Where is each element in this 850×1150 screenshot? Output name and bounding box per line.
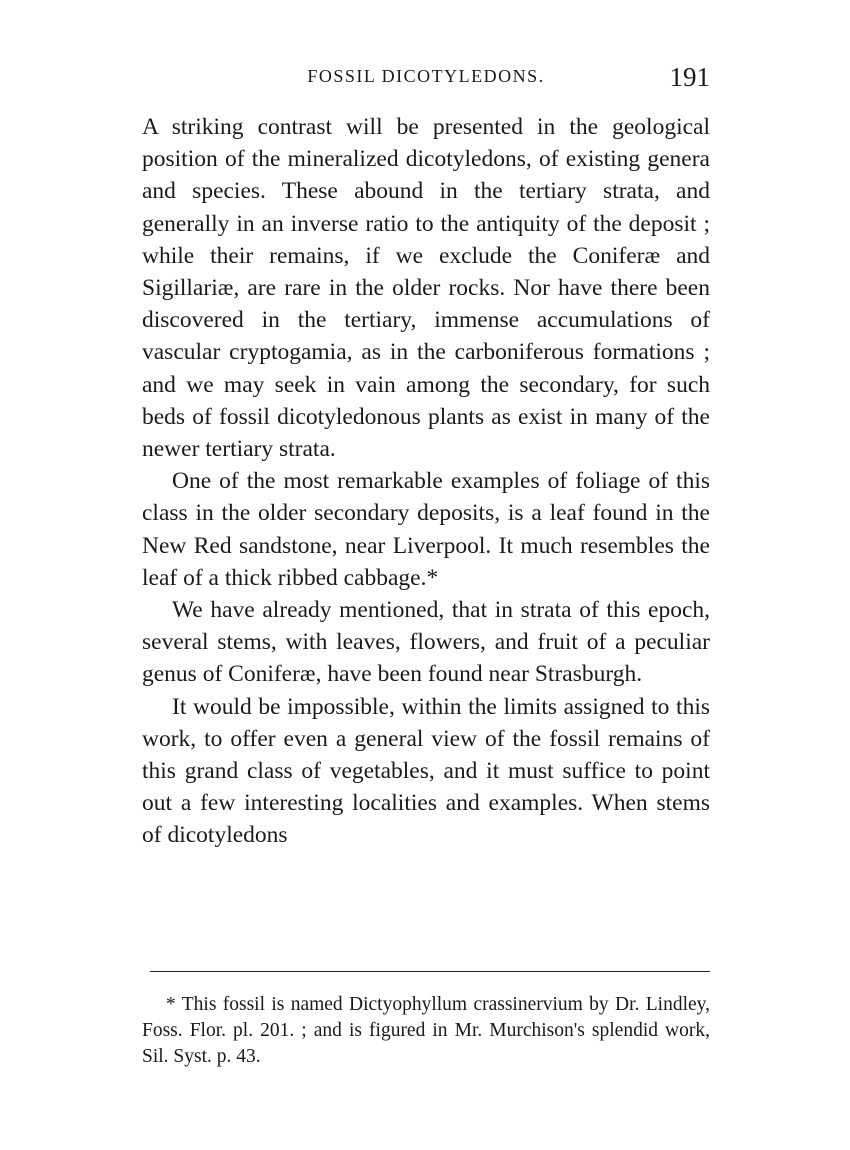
paragraph-4: It would be impossible, within the limits assigned to this work, to offer even a general view of the fossil remains of this grand class of vegetables, and it must suffice to point out a few interesting localities and examples. When stems of dicotyledons [142, 693, 710, 849]
body-text [142, 111, 710, 852]
paragraph-1: A striking contrast will be presented in the geological position of the mineralized dicotyledons, of existing genera and species. These abound in the tertiary strata, and generally in an inverse ratio to the antiquity of the deposit ; while their remains, if we exclude the Coniferæ and Sigillariæ, are rare in the older rocks. Nor have there been discovered in the tertiary, immense accumulations of vascular cryptogamia, as in the carboniferous formations ; and we may seek in vain among the secondary, for such beds of fossil dicotyledonous plants as exist in many of the newer tertiary strata. [142, 114, 710, 463]
footnote-divider [150, 971, 710, 972]
footnote: * This fossil is named Dictyophyllum crassinervium by Dr. Lindley, Foss. Flor. pl. 201. ; and is figured in Mr. Murchison's splendid work, Sil. Syst. p. 43. [142, 994, 710, 1067]
page-number: 191 [669, 62, 710, 92]
paragraph-3: We have already mentioned, that in strata of this epoch, several stems, with leaves, flowers, and fruit of a peculiar genus of Coniferæ, have been found near Strasburgh. [142, 597, 710, 688]
running-head [142, 62, 710, 96]
paragraph-2: One of the most remarkable examples of foliage of this class in the older secondary deposits, is a leaf found in the New Red sandstone, near Liverpool. It much resembles the leaf of a thick ribbed cabbage.* [142, 468, 710, 591]
running-title: FOSSIL DICOTYLEDONS. [307, 66, 545, 86]
